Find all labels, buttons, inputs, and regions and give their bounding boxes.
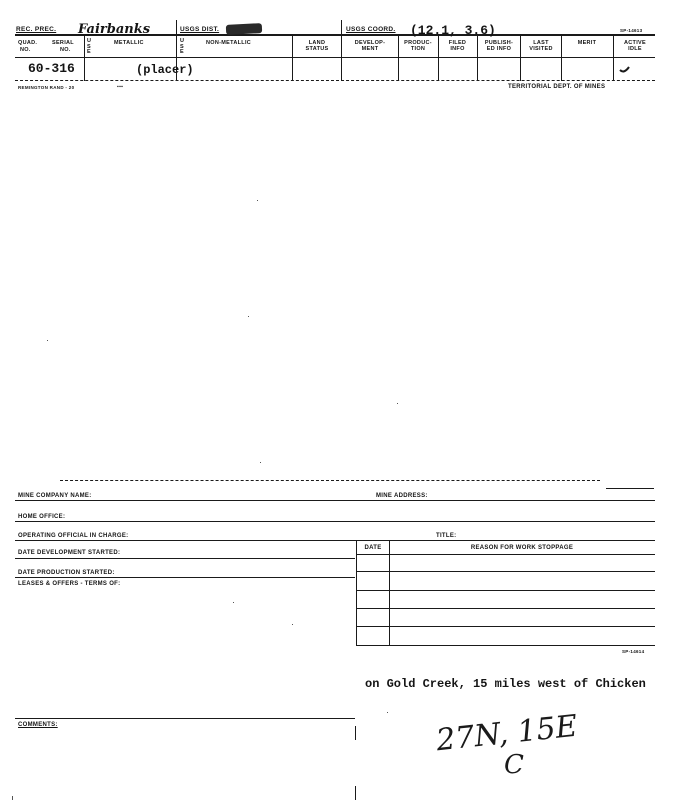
reason-column-header: REASON FOR WORK STOPPAGE — [470, 545, 574, 551]
leases-offers-label: LEASES & OFFERS - TERMS OF: — [18, 581, 121, 587]
speck — [292, 624, 293, 625]
ink-smudge — [226, 23, 262, 35]
usgs-coord-label: USGS COORD. — [346, 26, 396, 33]
col-active-idle: ACTIVE IDLE — [624, 40, 646, 52]
col-quad: QUAD. — [18, 40, 38, 46]
col-serial-no: NO. — [60, 47, 71, 53]
col-use-1: U S E — [87, 38, 92, 55]
col-merit: MERIT — [577, 40, 597, 46]
title-label: TITLE: — [436, 533, 457, 539]
col-filed-info: FILED INFO — [448, 40, 467, 52]
record-dashed-rule — [15, 80, 655, 81]
usgs-dist-label: USGS DIST. — [180, 26, 220, 33]
speck — [257, 200, 258, 201]
usgs-coord-value: (12.1, 3.6) — [410, 23, 496, 38]
speck — [47, 340, 48, 341]
col-metallic: METALLIC — [114, 40, 144, 46]
speck — [397, 403, 398, 404]
footer-left: REMINGTON RAND - 20 — [18, 85, 75, 90]
home-office-label: HOME OFFICE: — [18, 514, 66, 520]
handwritten-meridian: C — [504, 750, 524, 780]
speck — [387, 712, 388, 713]
col-published-info: PUBLISH- ED INFO — [484, 40, 514, 52]
form-number-bottom: SP-14614 — [622, 649, 645, 654]
col-quad-no: NO. — [20, 47, 31, 53]
rec-prec-value: Fairbanks — [78, 22, 151, 37]
date-column-header: DATE — [364, 545, 382, 551]
col-development: DEVELOP- MENT — [354, 40, 386, 52]
typed-location-note: on Gold Creek, 15 miles west of Chicken — [365, 677, 646, 691]
speck — [233, 602, 234, 603]
operating-official-label: OPERATING OFFICIAL IN CHARGE: — [18, 533, 129, 539]
col-use-2: U S E — [180, 38, 185, 55]
col-production: PRODUC- TION — [404, 40, 432, 52]
col-land-status: LAND STATUS — [305, 40, 329, 52]
check-mark-icon — [618, 62, 632, 74]
comments-label: COMMENTS: — [18, 722, 58, 728]
handwritten-township-range: 27N, 15E — [434, 708, 580, 759]
form-number-top: SP-14613 — [620, 28, 643, 33]
rec-prec-label: REC. PREC. — [16, 26, 57, 33]
speck — [12, 796, 13, 800]
footer-mark: ▪▪▪ — [117, 84, 124, 90]
column-header-rule — [15, 57, 655, 58]
col-last-visited: LAST VISITED — [529, 40, 553, 52]
mine-company-name-label: MINE COMPANY NAME: — [18, 493, 92, 499]
speck — [260, 462, 261, 463]
record-quad-serial: 60-316 — [28, 61, 75, 76]
footer-right: TERRITORIAL DEPT. OF MINES — [508, 84, 606, 90]
col-nonmetallic: NON-METALLIC — [206, 40, 252, 46]
record-metallic: (placer) — [136, 63, 194, 77]
speck — [248, 316, 249, 317]
mine-address-label: MINE ADDRESS: — [376, 493, 428, 499]
date-production-started-label: DATE PRODUCTION STARTED: — [18, 570, 115, 576]
col-serial: SERIAL — [52, 40, 74, 46]
date-development-started-label: DATE DEVELOPMENT STARTED: — [18, 550, 121, 556]
